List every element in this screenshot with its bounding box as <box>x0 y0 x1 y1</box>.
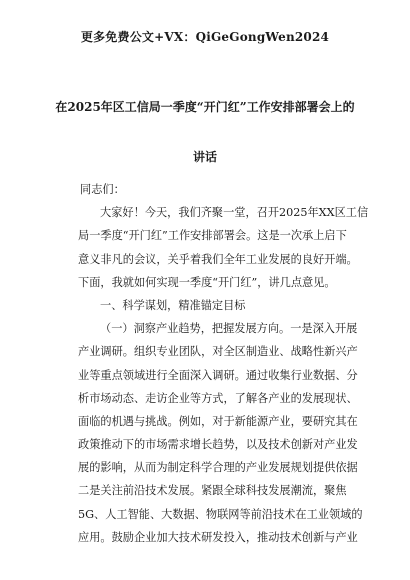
paragraph-line: 析市场动态、走访企业等方式，了解各产业的发展现状、 <box>78 391 358 405</box>
paragraph-line: 二是关注前沿技术发展。紧跟全球科技发展潮流，聚焦 <box>78 484 347 498</box>
paragraph-line: 展的影响，从而为制定科学合理的产业发展规划提供依据 <box>78 461 358 475</box>
paragraph-line: 面临的机遇与挑战。例如，对于新能源产业，要研究其在 <box>78 414 358 428</box>
paragraph-line: （一）洞察产业趋势，把握发展方向。一是深入开展 <box>100 322 358 336</box>
salutation: 同志们： <box>80 183 125 196</box>
paragraph-line: 产业调研。组织专业团队，对全区制造业、战略性新兴产 <box>78 345 358 359</box>
paragraph-line: 应用。鼓励企业加大技术研发投入，推动技术创新与产业 <box>78 530 358 544</box>
document-title-line-1: 在2025年区工信局一季度“开门红”工作安排部署会上的 <box>55 100 355 114</box>
paragraph-line: 业等重点领域进行全面深入调研。通过收集行业数据、分 <box>78 368 358 382</box>
section-heading: 一、科学谋划，精准锚定目标 <box>100 298 246 312</box>
paragraph-line: 政策推动下的市场需求增长趋势，以及技术创新对产业发 <box>78 438 358 452</box>
paragraph-line: 意义非凡的会议，关乎着我们全年工业发展的良好开端。 <box>78 252 358 266</box>
document-title-line-2: 讲话 <box>192 150 217 164</box>
paragraph-line: 5G、人工智能、大数据、物联网等前沿技术在工业领域的 <box>78 507 363 521</box>
paragraph-line: 下面，我就如何实现一季度“开门红”，讲几点意见。 <box>78 275 336 289</box>
watermark-header: 更多免费公文+VX：QiGeGongWen2024 <box>80 30 330 44</box>
paragraph-line: 局一季度“开门红”工作安排部署会。这是一次承上启下 <box>78 229 347 243</box>
document-body <box>78 178 369 549</box>
paragraph-line: 大家好！今天，我们齐聚一堂，召开2025年XX区工信 <box>100 206 369 220</box>
